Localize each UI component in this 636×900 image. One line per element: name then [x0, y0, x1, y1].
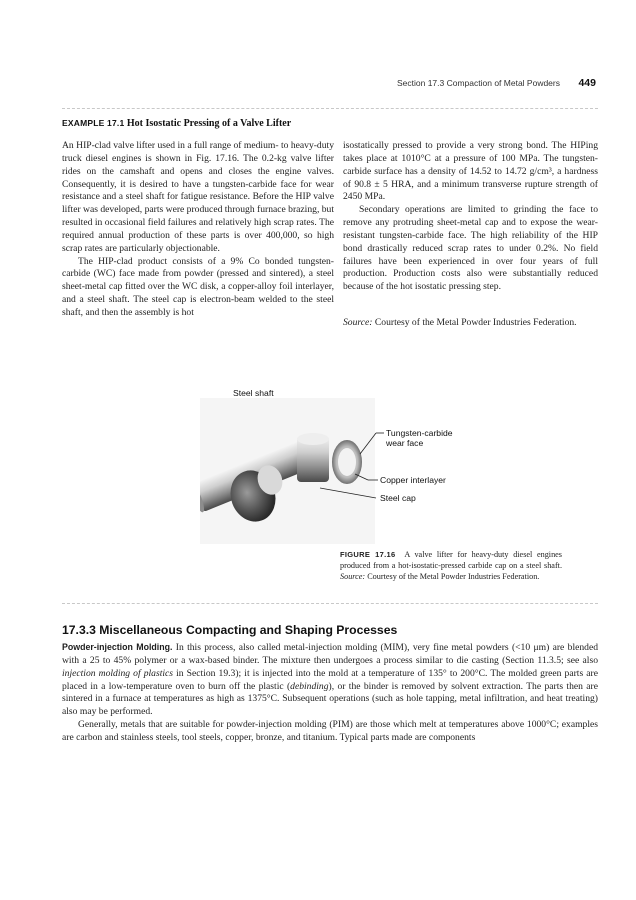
example-label: EXAMPLE 17.1: [62, 118, 125, 128]
label-steel-cap: Steel cap: [380, 493, 416, 503]
figure-valve-lifter: [200, 384, 490, 544]
example-title: [62, 118, 291, 129]
example-bottom-rule: [62, 603, 598, 604]
valve-lifter-photo: [200, 384, 490, 544]
pim-text: ), or the binder is removed by solvent extraction. The parts then are sintered in a furnace at temperatures as high as 1375°C. Subsequent operations (such as hole tapping, metal infiltration, and heat treating) also may be performed.: [62, 680, 598, 718]
page-number: 449: [578, 77, 596, 89]
section-title: 17.3.3 Miscellaneous Compacting and Shaping Processes: [62, 623, 398, 637]
figure-caption: [340, 549, 562, 582]
source-label: Source:: [343, 317, 373, 329]
pim-paragraph: [62, 641, 598, 719]
running-header: [0, 78, 636, 92]
figure-label: FIGURE 17.16: [340, 550, 396, 559]
example-right-column: [343, 140, 598, 330]
pim-emphasis: injection molding of plastics: [62, 667, 174, 679]
pim-text: in Section 19.3); it is injected into the mold at a temperature of 135° to 200°C. The molded green parts are placed in a low-temperature oven to burn off the plastic (: [62, 667, 598, 692]
example-name: Hot Isostatic Pressing of a Valve Lifter: [126, 118, 292, 129]
example-source: [343, 317, 598, 330]
label-steel-shaft: Steel shaft: [233, 388, 274, 398]
caption-source-text: Courtesy of the Metal Powder Industries Federation.: [367, 572, 540, 581]
example-paragraph: isostatically pressed to provide a very strong bond. The HIPing takes place at 1010°C at a pressure of 100 MPa. The tungsten-carbide surface has a density of 14.52 to 14.72 g/cm³, a hardness of 90.8 ± 5 HRA, and a minimum transverse rupture strength of 2450 MPa.: [343, 140, 598, 203]
caption-source-label: Source:: [340, 572, 366, 581]
pim-heading: Powder-injection Molding.: [62, 642, 173, 652]
source-text: Courtesy of the Metal Powder Industries Federation.: [374, 317, 577, 329]
label-tungsten-carbide: Tungsten-carbide: [386, 428, 453, 438]
pim-text: In this process, also called metal-injection molding (MIM), very fine metal powders (<10 μm) are blended with a 25 to 45% polymer or a wax-based binder. The mixture then undergoes a process similar to die casting (Section 11.3.5; see also: [62, 642, 599, 666]
example-left-column: [62, 140, 334, 320]
example-paragraph: An HIP-clad valve lifter used in a full range of medium- to heavy-duty truck diesel engines is shown in Fig. 17.16. The 0.2-kg valve lifter rides on the camshaft and opens and closes the engine valves. Consequently, it is desired to have a tungsten-carbide face for wear resistance and a steel shaft for fatigue resistance. Before the HIP valve lifter was developed, parts were produced through furnace brazing, but resulted in occasional field failures and relatively high scrap rates. The required annual production of these parts is over 400,000, so high scrap rates are particularly objectionable.: [62, 140, 334, 254]
label-wear-face: wear face: [386, 438, 424, 448]
section-heading: Section 17.3 Compaction of Metal Powders: [396, 78, 560, 88]
pim-emphasis: debinding: [290, 680, 329, 692]
caption-text: A valve lifter for heavy-duty diesel engines produced from a hot-isostatic-pressed carbide cap on a steel shaft.: [340, 550, 562, 570]
section-body: [62, 641, 598, 745]
example-top-rule: [62, 108, 598, 109]
label-copper-interlayer: Copper interlayer: [380, 475, 446, 485]
example-paragraph: Secondary operations are limited to grinding the face to remove any protruding sheet-metal cap and to expose the wear-resistant tungsten-carbide face. The high reliability of the HIP bond drastically reduced scrap rates to under 0.2%. No field failures have been experienced in over four years of full production. Production costs also were substantially reduced because of the hot isostatic pressing step.: [343, 204, 598, 293]
pim-paragraph: Generally, metals that are suitable for powder-injection molding (PIM) are those which melt at temperatures above 1000°C; examples are carbon and stainless steels, tool steels, copper, bronze, and titanium. Typical parts made are components: [62, 719, 598, 743]
example-paragraph: The HIP-clad product consists of a 9% Co bonded tungsten-carbide (WC) face made from powder (pressed and sintered), a steel sheet-metal cap fitted over the WC disk, a copper-alloy foil interlayer, and a steel shaft. The steel cap is electron-beam welded to the steel shaft, and then the assembly is hot: [62, 255, 334, 318]
